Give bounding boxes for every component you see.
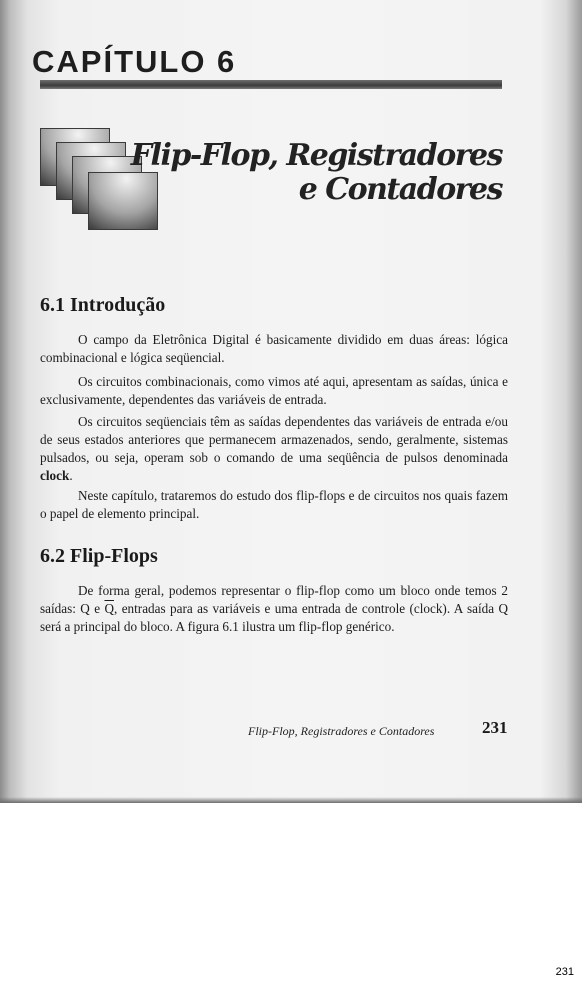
paragraph-text: .	[69, 468, 73, 483]
viewer-page-number: 231	[555, 966, 574, 978]
paragraph	[40, 487, 508, 523]
paragraph-text: Os circuitos seqüenciais têm as saídas dependentes das variáveis de entrada e/ou de seus estados anteriores que permanecem armazenados, sendo, geralmente, sistemas pulsados, ou seja, operam sob o comando de uma seqüência de pulsos denominada	[40, 414, 508, 465]
paragraph	[40, 373, 508, 409]
paragraph-text: O campo da Eletrônica Digital é basicamente dividido em duas áreas: lógica combinacional e lógica seqüencial.	[40, 332, 508, 365]
chapter-title-line2: e Contadores	[298, 172, 502, 207]
chapter-title-line1: Flip-Flop, Registradores	[130, 138, 502, 173]
chapter-label: CAPÍTULO 6	[32, 44, 237, 79]
decorative-square	[88, 172, 158, 230]
q-bar-symbol: $\overline{Q}$	[104, 601, 114, 616]
paragraph	[40, 582, 508, 636]
paragraph-text: Neste capítulo, trataremos do estudo dos flip-flops e de circuitos nos quais fazem o papel de elemento principal.	[40, 488, 508, 521]
section-heading-introducao: 6.1 Introdução	[40, 294, 166, 316]
footer-page-number: 231	[482, 718, 508, 737]
section-heading-flip-flops: 6.2 Flip-Flops	[40, 545, 158, 567]
clock-term: clock	[40, 468, 70, 483]
paragraph-text: Os circuitos combinacionais, como vimos até aqui, apresentam as saídas, única e exclusivamente, dependentes das variáveis de entrada.	[40, 374, 508, 407]
chapter-divider	[40, 80, 502, 89]
paragraph	[40, 413, 508, 485]
running-footer-title: Flip-Flop, Registradores e Contadores	[248, 724, 435, 738]
paragraph-text: , entradas para as variáveis e uma entrada de controle (clock). A saída Q será a principal do bloco. A figura 6.1 ilustra um flip-flop genérico.	[40, 601, 508, 634]
paragraph-text: De forma geral, podemos representar o flip-flop como um bloco onde temos 2 saídas: Q e	[40, 583, 508, 616]
paragraph	[40, 331, 508, 367]
